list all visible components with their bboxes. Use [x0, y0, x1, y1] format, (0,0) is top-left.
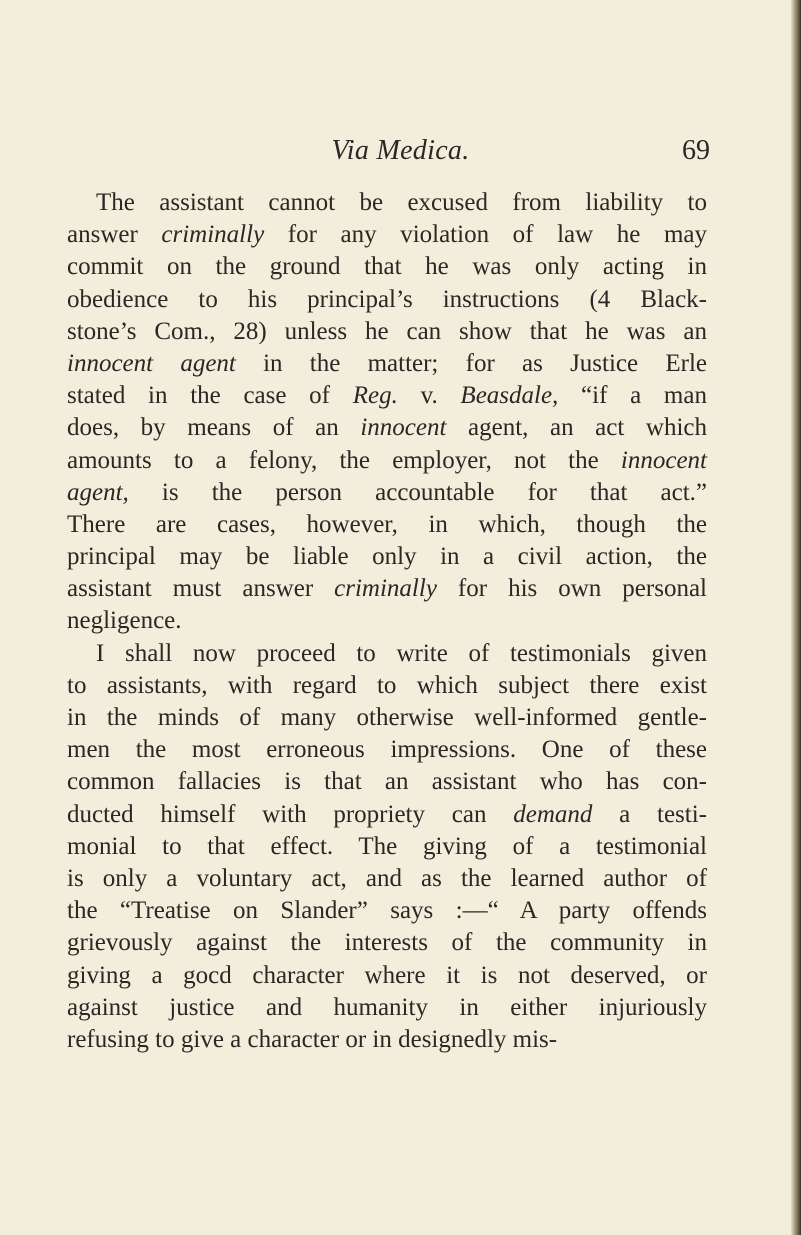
text-line — [67, 831, 707, 863]
text-line — [67, 412, 707, 444]
text-line — [67, 380, 707, 412]
text-run: agent, an act which — [446, 414, 708, 442]
text-run: to assistants, with regard to which subject there exist — [67, 671, 707, 699]
text-line — [67, 219, 707, 251]
text-run: principal may be liable only in a civil action, the — [67, 543, 707, 571]
text-run: I shall now proceed to write of testimonials given — [96, 639, 707, 667]
text-line — [67, 541, 707, 573]
text-line — [67, 863, 707, 895]
text-line — [67, 509, 707, 541]
text-line — [67, 702, 707, 734]
text-run: in the minds of many otherwise well-informed gentle- — [67, 704, 707, 731]
text-line — [67, 251, 707, 283]
text-line — [67, 1024, 707, 1056]
text-run: a testi- — [592, 800, 708, 828]
text-line — [67, 187, 707, 219]
text-line — [67, 284, 707, 316]
text-run: giving a gocd character where it is not deserved, or — [67, 961, 707, 989]
text-run: refusing to give a character or in designedly mis- — [67, 1025, 558, 1053]
text-line — [67, 605, 707, 637]
text-run: The assistant cannot be excused from liability to — [96, 189, 707, 216]
text-line — [67, 477, 707, 509]
text-line — [67, 960, 707, 992]
text-run: for his own personal — [436, 575, 708, 603]
text-run: is only a voluntary act, and as the learned author of — [67, 864, 707, 892]
text-run: ducted himself with propriety can — [67, 800, 514, 828]
italic-text: demand — [513, 800, 593, 828]
italic-text: criminally — [334, 575, 437, 603]
text-run: common fallacies is that an assistant who has con- — [67, 768, 707, 796]
paragraph — [67, 638, 707, 1056]
text-line — [67, 670, 707, 702]
italic-text: criminally — [161, 221, 265, 249]
text-run: stone’s Com., 28) unless he can show that he was an — [67, 317, 707, 345]
page-number: 69 — [682, 135, 710, 166]
text-line — [67, 766, 707, 798]
text-line — [67, 992, 707, 1024]
binding-edge — [791, 0, 801, 1235]
text-line — [67, 799, 707, 831]
text-line — [67, 348, 707, 380]
text-run: grievously against the interests of the community in — [67, 929, 707, 957]
text-line — [67, 927, 707, 959]
italic-text: innocent — [360, 414, 447, 442]
text-run: the “Treatise on Slander” says :—“ A party offends — [67, 897, 707, 925]
text-run: negligence. — [67, 607, 182, 635]
italic-text: innocent — [620, 446, 707, 474]
text-line — [67, 445, 707, 477]
text-run: assistant must answer — [67, 575, 335, 603]
text-line — [67, 895, 707, 927]
running-head-title: Via Medica. — [331, 135, 470, 166]
body-text — [67, 187, 707, 1056]
text-run: “if a man — [558, 382, 707, 410]
text-run: monial to that effect. The giving of a testimonial — [67, 832, 707, 860]
text-run: stated in the case of — [67, 382, 353, 410]
text-run: amounts to a felony, the employer, not the — [67, 446, 621, 474]
text-run: does, by means of an — [67, 414, 361, 442]
italic-text: Reg. — [352, 382, 398, 410]
running-head — [0, 135, 710, 175]
italic-text: innocent agent — [67, 349, 236, 377]
text-line — [67, 316, 707, 348]
text-line — [67, 734, 707, 766]
italic-text: Beasdale, — [460, 382, 559, 410]
text-run: men the most erroneous impressions. One of these — [67, 736, 707, 764]
text-run: There are cases, however, in which, though the — [67, 510, 707, 538]
text-run: for any violation of law he may — [264, 221, 707, 249]
text-run: answer — [67, 221, 162, 249]
text-run: obedience to his principal’s instructions (4 Black- — [67, 285, 707, 313]
text-run: against justice and humanity in either injuriously — [67, 993, 707, 1021]
text-line — [67, 573, 707, 605]
text-run: is the person accountable for that act.” — [128, 478, 707, 506]
paragraph — [67, 187, 707, 638]
text-run: commit on the ground that he was only acting in — [67, 253, 707, 281]
text-run: in the matter; for as Justice Erle — [235, 349, 707, 377]
text-run: v. — [397, 382, 461, 410]
italic-text: agent, — [67, 478, 129, 506]
text-line — [67, 638, 707, 670]
